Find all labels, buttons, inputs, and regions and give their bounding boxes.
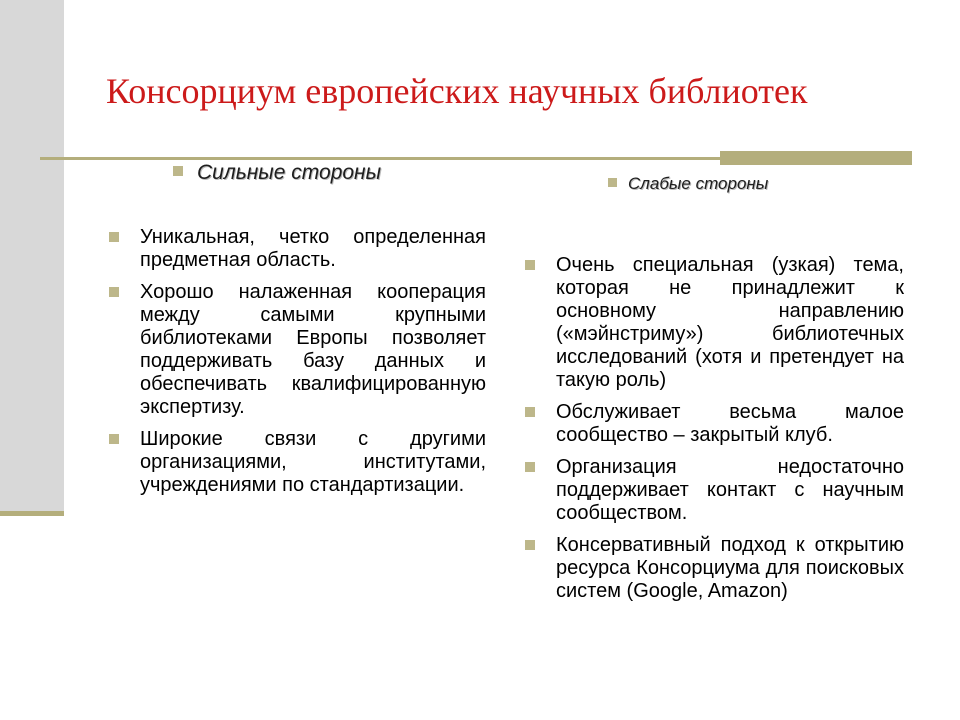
square-bullet-icon bbox=[173, 166, 183, 176]
weaknesses-heading bbox=[608, 174, 768, 194]
strengths-list bbox=[104, 226, 486, 506]
strength-item: Уникальная, четко определенная предметная область. bbox=[104, 226, 486, 272]
slide-title: Консорциум европейских научных библиотек bbox=[106, 71, 808, 111]
square-bullet-icon bbox=[608, 178, 617, 187]
strengths-heading bbox=[173, 161, 381, 185]
weakness-item: Организация недостаточно поддерживает контакт с научным сообществом. bbox=[520, 456, 904, 525]
strength-item: Широкие связи с другими организациями, институтами, учреждениями по стандартизации. bbox=[104, 428, 486, 497]
side-panel-underline bbox=[0, 511, 64, 516]
weakness-item: Обслуживает весьма малое сообщество – закрытый клуб. bbox=[520, 401, 904, 447]
title-divider-accent bbox=[720, 151, 912, 165]
weakness-item: Очень специальная (узкая) тема, которая не принадлежит к основному направлению («мэйнстриму») библиотечных исследований (хотя и претендует на такую роль) bbox=[520, 254, 904, 392]
strengths-heading-text: Сильные стороны bbox=[197, 161, 382, 184]
strength-item: Хорошо налаженная кооперация между самыми крупными библиотеками Европы позволяет поддерживать базу данных и обеспечивать квалифицированную экспертизу. bbox=[104, 281, 486, 419]
weaknesses-list bbox=[520, 254, 904, 612]
side-panel bbox=[0, 0, 64, 513]
weaknesses-heading-text: Слабые стороны bbox=[628, 174, 769, 193]
weakness-item: Консервативный подход к открытию ресурса Консорциума для поисковых систем (Google, Amazon) bbox=[520, 534, 904, 603]
